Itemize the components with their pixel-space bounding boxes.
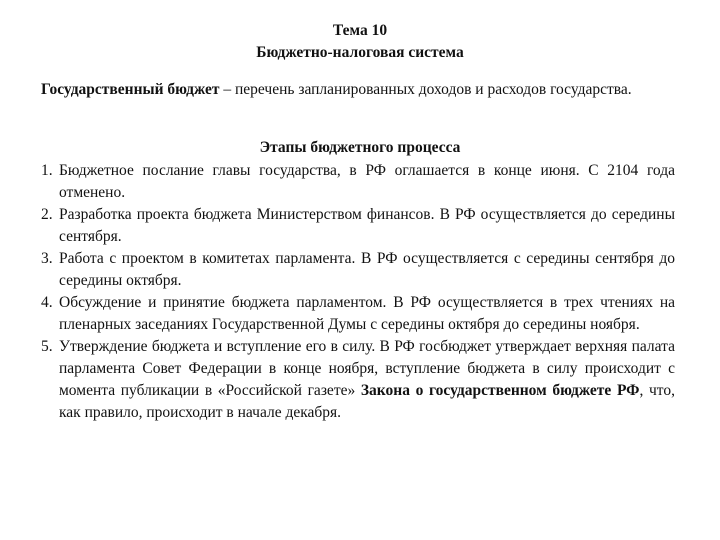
stage-number: 3.: [41, 250, 53, 267]
stage-text: Работа с проектом в комитетах парламента. В РФ осуществляется с середины сентября до середины октября.: [59, 250, 675, 289]
topic-subtitle: Бюджетно-налоговая система: [256, 44, 464, 61]
law-title: Закона о государственном бюджете РФ: [360, 382, 640, 399]
stage-number: 5.: [41, 338, 53, 355]
stage-text-part: Утверждение бюджета и вступление его в силу. В РФ госбюджет утверждает верхняя палата парламента Совет Федерации в конце ноября, вступление бюджета в силу происходит с момента публикации в «Российской газете»: [59, 338, 675, 399]
stage-number: 1.: [41, 162, 53, 179]
stage-text: Разработка проекта бюджета Министерством финансов. В РФ осуществляется до середины сентября.: [59, 206, 675, 245]
definition-text: – перечень запланированных доходов и расходов государства.: [219, 81, 632, 98]
topic-title: Тема 10: [332, 22, 388, 39]
definition-term: Государственный бюджет: [41, 81, 220, 98]
stage-item: [41, 336, 675, 424]
stages-list: [41, 160, 675, 424]
stage-number: 2.: [41, 206, 53, 223]
stage-item: [41, 292, 675, 336]
stage-text: Обсуждение и принятие бюджета парламентом. В РФ осуществляется в трех чтениях на пленарных заседаниях Государственной Думы с середины октября до середины ноября.: [59, 294, 675, 333]
stages-heading: Этапы бюджетного процесса: [259, 139, 461, 156]
stage-text: Бюджетное послание главы государства, в РФ оглашается в конце июня. С 2104 года отменено.: [59, 162, 675, 201]
stage-number: 4.: [41, 294, 53, 311]
budget-definition: [41, 79, 681, 101]
stage-item: [41, 160, 675, 204]
stage-text-tail: , что, как правило, происходит в начале декабря.: [59, 382, 675, 421]
stage-item: [41, 248, 675, 292]
stage-item: [41, 204, 675, 248]
stage-text: [59, 336, 675, 424]
